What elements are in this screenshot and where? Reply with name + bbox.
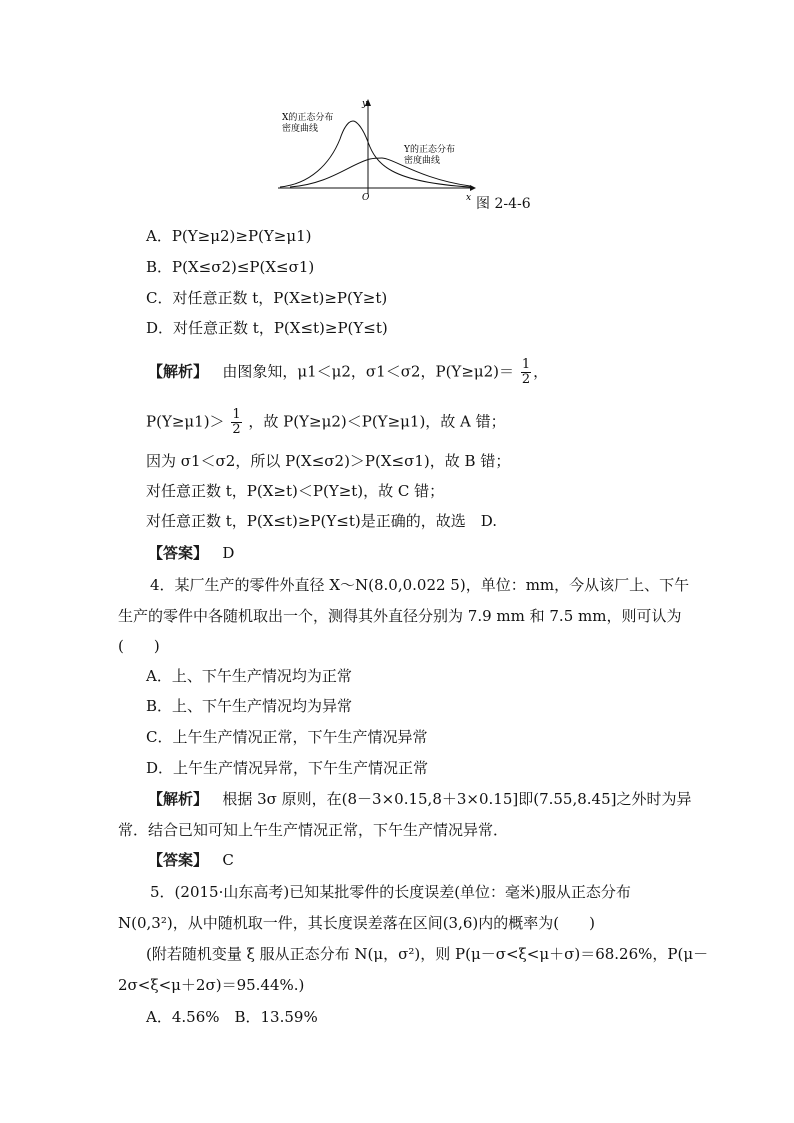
origin-label: O xyxy=(362,193,370,203)
q3-option-d: D．对任意正数 t，P(X≤t)≥P(Y≤t) xyxy=(146,319,388,337)
x-curve-label-line2: 密度曲线 xyxy=(282,124,319,134)
q4-option-a: A．上、下午生产情况均为正常 xyxy=(146,667,352,685)
q4-option-c: C．上午生产情况正常，下午生产情况异常 xyxy=(146,728,428,746)
q4-option-d: D．上午生产情况异常，下午生产情况正常 xyxy=(146,759,429,777)
q5-stem-line2: N(0,3²)，从中随机取一件，其长度误差落在区间(3,6)内的概率为( ) xyxy=(118,914,595,932)
q3-analysis-line5: 对任意正数 t，P(X≤t)≥P(Y≤t)是正确的，故选 D. xyxy=(146,512,497,530)
q3-option-a: A．P(Y≥μ2)≥P(Y≥μ1) xyxy=(146,227,312,245)
figure-caption: 图 2-4-6 xyxy=(476,196,531,212)
q4-analysis-line2: 常．结合已知可知上午生产情况正常，下午生产情况异常． xyxy=(118,821,509,839)
q3-analysis-line3: 因为 σ1＜σ2，所以 P(X≤σ2)＞P(X≤σ1)，故 B 错； xyxy=(146,452,511,470)
q3-option-c: C．对任意正数 t，P(X≥t)≥P(Y≥t) xyxy=(146,289,388,307)
q3-analysis-text1: 由图象知，μ1＜μ2，σ1＜σ2，P(Y≥μ2)＝ xyxy=(222,362,515,381)
y-curve-label-line1: Y的正态分布 xyxy=(404,145,455,155)
q3-answer-line xyxy=(148,543,234,563)
q4-stem-line2: 生产的零件中各随机取出一个，测得其外直径分别为 7.9 mm 和 7.5 mm，则可认为 xyxy=(118,607,682,625)
x-axis-label: x xyxy=(466,193,472,203)
q4-analysis-line1: 【解析】 根据 3σ 原则，在(8－3×0.15,8＋3×0.15]即(7.55,8.45]之外时为异 xyxy=(148,790,692,808)
y-axis-label: y xyxy=(362,99,368,109)
q3-analysis-line4: 对任意正数 t，P(X≥t)＜P(Y≥t)，故 C 错； xyxy=(146,482,445,500)
q5-note-line2: 2σ<ξ<μ＋2σ)＝95.44%.) xyxy=(118,976,305,994)
x-curve-label-line1: X的正态分布 xyxy=(282,113,334,123)
q4-option-b: B．上、下午生产情况均为异常 xyxy=(146,697,353,715)
q4-analysis-tag: 【解析】 xyxy=(148,790,209,808)
q3-answer: D xyxy=(222,544,235,562)
x-axis-arrow xyxy=(470,185,476,191)
q4-answer: C xyxy=(222,851,234,869)
q5-options-ab: A．4.56% B．13.59% xyxy=(146,1008,318,1026)
q4-stem-line1: 4．某厂生产的零件外直径 X～N(8.0,0.022 5)，单位：mm，今从该厂上、下午 xyxy=(150,576,690,594)
q5-note-line1: (附若随机变量 ξ 服从正态分布 N(μ，σ²)，则 P(μ－σ<ξ<μ＋σ)＝68.26%，P(μ－ xyxy=(146,945,709,963)
q3-answer-tag: 【答案】 xyxy=(148,544,209,562)
q3-fraction-1: $\frac{1}{2}$ xyxy=(521,357,531,387)
q3-analysis-line1: 【解析】 由图象知，μ1＜μ2，σ1＜σ2，P(Y≥μ2)＝ $\frac{1}{2}$ ， xyxy=(148,357,549,387)
q4-stem-line3: ( ) xyxy=(118,637,160,655)
q3-analysis-tag: 【解析】 xyxy=(148,362,209,381)
q4-answer-tag: 【答案】 xyxy=(148,851,209,869)
q5-stem-line1: 5．(2015·山东高考)已知某批零件的长度误差(单位：毫米)服从正态分布 xyxy=(150,883,631,901)
q3-option-b: B．P(X≤σ2)≤P(X≤σ1) xyxy=(146,258,315,276)
q4-answer-line xyxy=(148,850,234,870)
q3-fraction-2: $\frac{1}{2}$ xyxy=(232,407,241,437)
y-curve-label-line2: 密度曲线 xyxy=(404,156,441,166)
q3-analysis-line2: P(Y≥μ1)＞ $\frac{1}{2}$ ，故 P(Y≥μ2)＜P(Y≥μ1)，故 A 错； xyxy=(146,407,506,437)
